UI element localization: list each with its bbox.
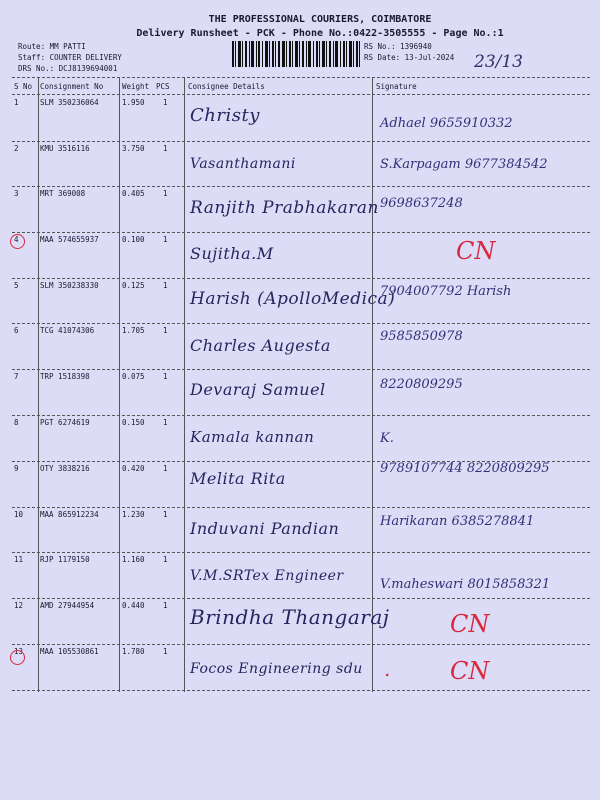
row-signature: 9585850978: [380, 329, 463, 344]
rs-info: [364, 41, 454, 63]
row-consignment-no: TRP 1518398: [40, 372, 90, 381]
row-consignee-name: Vasanthamani: [190, 156, 296, 172]
row-pcs: 1: [163, 144, 168, 153]
row-pcs: 1: [163, 647, 168, 656]
row-consignment-no: MAA 574655937: [40, 235, 99, 244]
row-pcs: 1: [163, 189, 168, 198]
drs-number: DRS No.: DCJ8139694001: [18, 64, 118, 73]
row-divider: [12, 690, 590, 691]
row-signature-dot: .: [384, 657, 391, 681]
row-weight: 3.750: [122, 144, 145, 153]
row-consignee-name: Brindha Thangaraj: [190, 605, 390, 629]
rs-date: RS Date: 13-Jul-2024: [364, 53, 455, 62]
row-sno: 13: [14, 647, 24, 656]
row-weight: 0.125: [122, 281, 145, 290]
row-consignee-name: Ranjith Prabhakaran: [190, 198, 379, 218]
row-divider: [12, 415, 590, 416]
row-sno: 3: [14, 189, 19, 198]
route-label: Route: MM PATTI: [18, 42, 86, 51]
row-divider: [12, 232, 590, 233]
staff-label: Staff: COUNTER DELIVERY: [18, 53, 122, 62]
row-13-red-circle: [10, 650, 25, 665]
row-divider: [12, 141, 590, 142]
row-pcs: 1: [163, 464, 168, 473]
row-consignment-no: SLM 350238330: [40, 281, 99, 290]
row-signature: K.: [380, 431, 394, 446]
row-sno: 4: [14, 235, 19, 244]
row-consignment-no: MRT 369008: [40, 189, 86, 198]
row-weight: 0.100: [122, 235, 145, 244]
row-consignee-name: Induvani Pandian: [190, 519, 340, 538]
row-consignee-name: Kamala kannan: [190, 428, 315, 446]
row-signature: Adhael 9655910332: [380, 116, 513, 131]
row-weight: 1.230: [122, 510, 145, 519]
row-consignee-name: Melita Rita: [190, 469, 286, 488]
row-pcs: 1: [163, 372, 168, 381]
row-4-red-circle: [10, 234, 25, 249]
row-divider: [12, 369, 590, 370]
row-signature: Harikaran 6385278841: [380, 514, 535, 529]
row-signature-cn: CN: [456, 237, 496, 265]
row-sno: 11: [14, 555, 24, 564]
row-divider: [12, 186, 590, 187]
row-consignment-no: RJP 1179150: [40, 555, 90, 564]
row-pcs: 1: [163, 326, 168, 335]
row-divider: [12, 552, 590, 553]
row-sno: 10: [14, 510, 24, 519]
row-consignment-no: MAA 105530861: [40, 647, 99, 656]
row-consignment-no: OTY 3838216: [40, 464, 90, 473]
row-sno: 5: [14, 281, 19, 290]
row-sno: 6: [14, 326, 19, 335]
column-divider: [184, 78, 185, 692]
row-weight: 0.420: [122, 464, 145, 473]
row-signature: 9698637248: [380, 196, 463, 211]
row-signature: 9789107744 8220809295: [380, 461, 550, 476]
row-weight: 1.705: [122, 326, 145, 335]
row-consignment-no: AMD 27944954: [40, 601, 95, 610]
row-divider: [12, 323, 590, 324]
row-divider: [12, 278, 590, 279]
row-signature: S.Karpagam 9677384542: [380, 157, 548, 172]
column-divider: [119, 78, 120, 692]
col-header-signature: Signature: [376, 82, 417, 91]
runsheet-subtitle: Delivery Runsheet - PCK - Phone No.:0422-3505555 - Page No.:1: [136, 28, 504, 39]
row-sno: 12: [14, 601, 24, 610]
row-consignment-no: SLM 350236064: [40, 98, 99, 107]
row-consignee-name: Charles Augesta: [190, 336, 331, 355]
col-header-consignment: Consignment No: [40, 82, 104, 91]
row-signature-cn: CN: [450, 657, 490, 685]
row-pcs: 1: [163, 510, 168, 519]
row-consignee-name: V.M.SRTex Engineer: [190, 568, 344, 584]
column-divider: [372, 78, 373, 692]
route-info: [18, 41, 122, 74]
header-top-rule: [12, 77, 590, 78]
row-consignee-name: Focos Engineering sdu: [190, 661, 363, 677]
row-weight: 1.780: [122, 647, 145, 656]
row-weight: 0.440: [122, 601, 145, 610]
row-pcs: 1: [163, 281, 168, 290]
column-divider: [38, 78, 39, 692]
row-sno: 2: [14, 144, 19, 153]
col-header-weight: Weight: [122, 82, 150, 91]
handwritten-page-number: 23/13: [474, 52, 523, 72]
rs-number: RS No.: 1396940: [364, 42, 432, 51]
row-consignee-name: Sujitha.M: [190, 244, 274, 263]
row-consignment-no: PGT 6274619: [40, 418, 90, 427]
row-consignment-no: TCG 41074306: [40, 326, 95, 335]
row-weight: 0.150: [122, 418, 145, 427]
company-title: THE PROFESSIONAL COURIERS, COIMBATORE: [208, 14, 432, 25]
row-signature-cn: CN: [450, 610, 490, 638]
row-signature: V.maheswari 8015858321: [380, 577, 551, 592]
row-divider: [12, 507, 590, 508]
col-header-consignee: Consignee Details: [188, 82, 265, 91]
row-signature: 8220809295: [380, 377, 463, 392]
row-signature: 7904007792 Harish: [380, 284, 512, 299]
row-divider: [12, 644, 590, 645]
row-consignment-no: MAA 865912234: [40, 510, 99, 519]
row-weight: 0.075: [122, 372, 145, 381]
row-pcs: 1: [163, 555, 168, 564]
col-header-sno: S No: [14, 82, 33, 91]
row-consignee-name: Devaraj Samuel: [190, 380, 326, 399]
row-consignment-no: KMU 3516116: [40, 144, 90, 153]
row-divider: [12, 598, 590, 599]
row-consignee-name: Harish (ApolloMedica): [190, 289, 396, 309]
row-pcs: 1: [163, 418, 168, 427]
row-sno: 9: [14, 464, 19, 473]
row-weight: 1.950: [122, 98, 145, 107]
row-weight: 0.405: [122, 189, 145, 198]
row-sno: 1: [14, 98, 19, 107]
row-sno: 8: [14, 418, 19, 427]
col-header-pcs: PCS: [156, 82, 170, 91]
row-pcs: 1: [163, 235, 168, 244]
row-sno: 7: [14, 372, 19, 381]
row-consignee-name: Christy: [190, 105, 260, 126]
row-weight: 1.160: [122, 555, 145, 564]
barcode-image: [232, 41, 360, 67]
header-bottom-rule: [12, 94, 590, 95]
row-pcs: 1: [163, 601, 168, 610]
row-pcs: 1: [163, 98, 168, 107]
